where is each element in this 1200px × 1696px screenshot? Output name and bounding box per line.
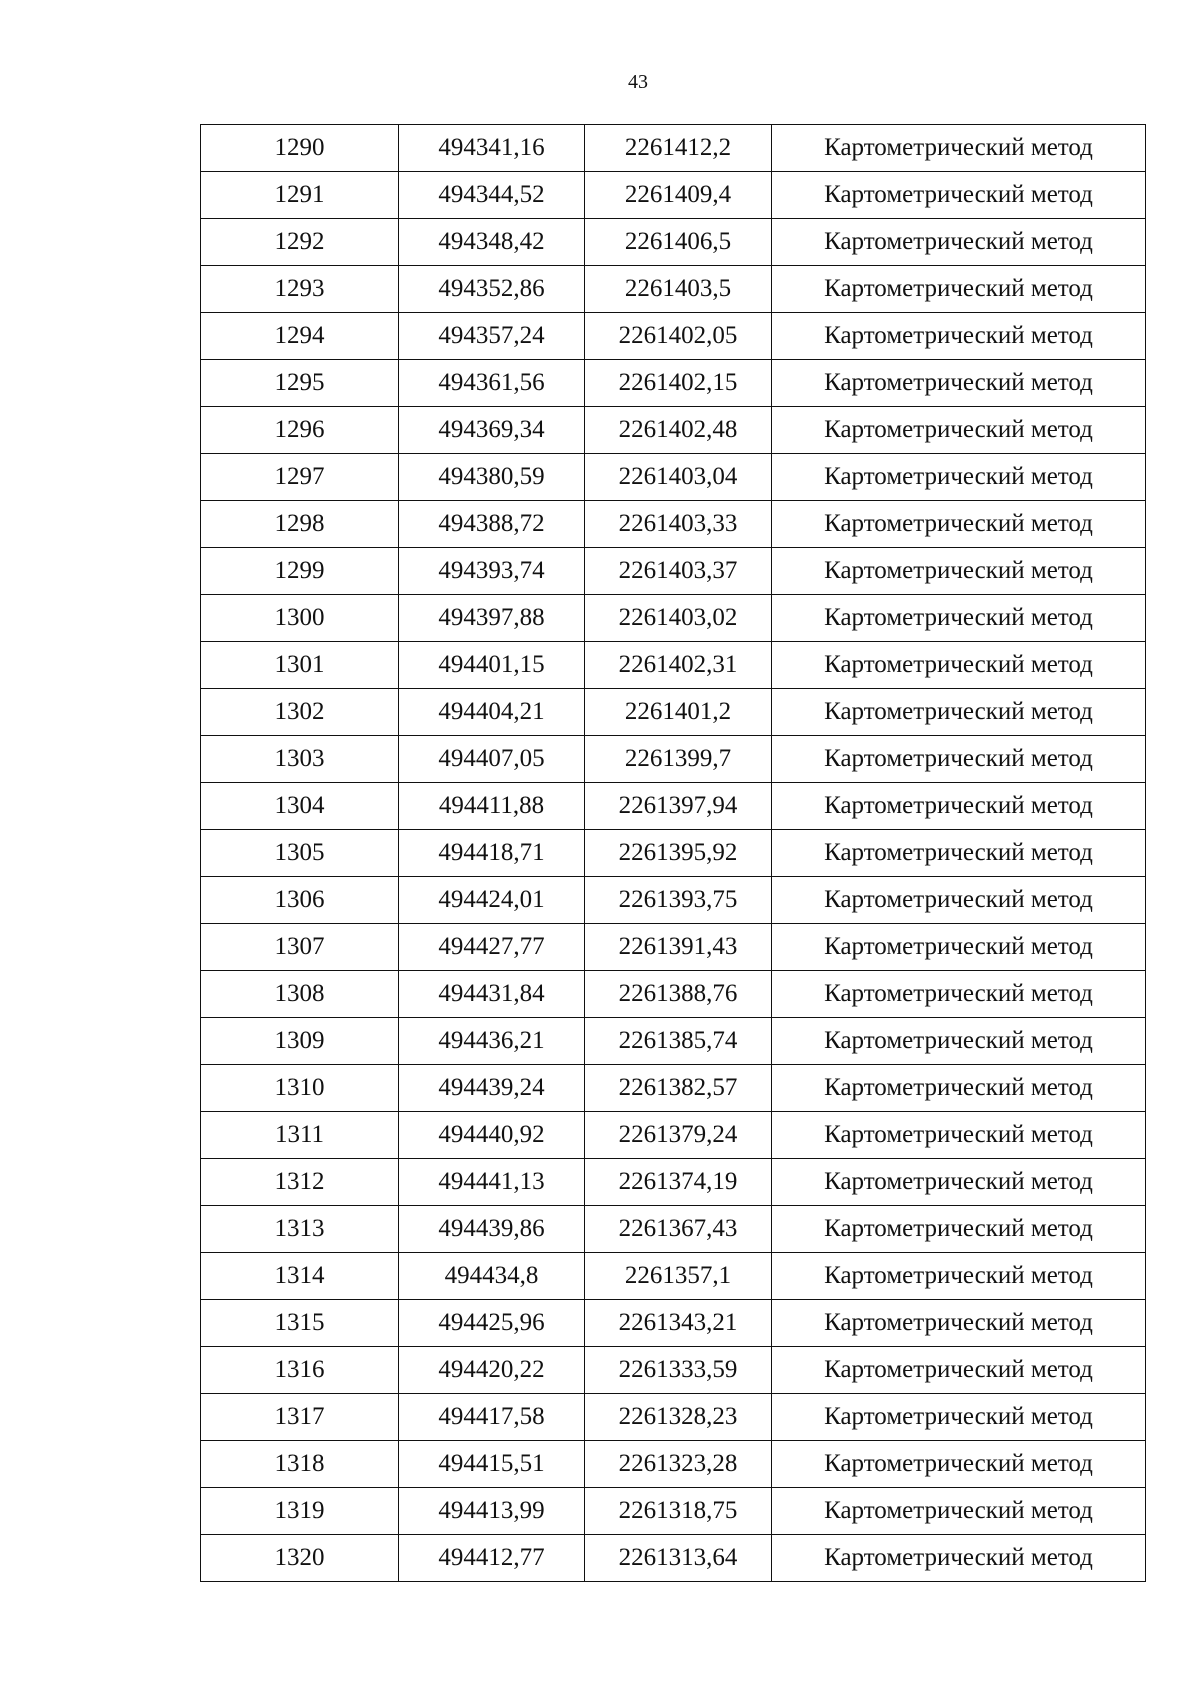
point-number-cell: 1307 bbox=[201, 924, 399, 971]
y-coordinate-cell: 2261409,4 bbox=[585, 172, 772, 219]
table-row bbox=[201, 501, 1146, 548]
y-coordinate-cell: 2261385,74 bbox=[585, 1018, 772, 1065]
method-cell: Картометрический метод bbox=[772, 971, 1146, 1018]
point-number-cell: 1298 bbox=[201, 501, 399, 548]
y-coordinate-cell: 2261401,2 bbox=[585, 689, 772, 736]
x-coordinate-cell: 494412,77 bbox=[399, 1535, 585, 1582]
table-row bbox=[201, 219, 1146, 266]
method-cell: Картометрический метод bbox=[772, 1347, 1146, 1394]
point-number-cell: 1299 bbox=[201, 548, 399, 595]
y-coordinate-cell: 2261313,64 bbox=[585, 1535, 772, 1582]
y-coordinate-cell: 2261403,37 bbox=[585, 548, 772, 595]
x-coordinate-cell: 494411,88 bbox=[399, 783, 585, 830]
method-cell: Картометрический метод bbox=[772, 595, 1146, 642]
coordinates-table-body bbox=[201, 125, 1146, 1582]
method-cell: Картометрический метод bbox=[772, 219, 1146, 266]
point-number-cell: 1300 bbox=[201, 595, 399, 642]
x-coordinate-cell: 494352,86 bbox=[399, 266, 585, 313]
x-coordinate-cell: 494413,99 bbox=[399, 1488, 585, 1535]
point-number-cell: 1308 bbox=[201, 971, 399, 1018]
x-coordinate-cell: 494425,96 bbox=[399, 1300, 585, 1347]
table-row bbox=[201, 971, 1146, 1018]
method-cell: Картометрический метод bbox=[772, 924, 1146, 971]
y-coordinate-cell: 2261403,04 bbox=[585, 454, 772, 501]
coordinates-table bbox=[200, 124, 1146, 1582]
y-coordinate-cell: 2261403,02 bbox=[585, 595, 772, 642]
y-coordinate-cell: 2261343,21 bbox=[585, 1300, 772, 1347]
table-row bbox=[201, 830, 1146, 877]
method-cell: Картометрический метод bbox=[772, 1535, 1146, 1582]
table-row bbox=[201, 172, 1146, 219]
method-cell: Картометрический метод bbox=[772, 501, 1146, 548]
x-coordinate-cell: 494418,71 bbox=[399, 830, 585, 877]
page-number: 43 bbox=[628, 71, 648, 93]
table-row bbox=[201, 1018, 1146, 1065]
method-cell: Картометрический метод bbox=[772, 1206, 1146, 1253]
point-number-cell: 1312 bbox=[201, 1159, 399, 1206]
x-coordinate-cell: 494369,34 bbox=[399, 407, 585, 454]
y-coordinate-cell: 2261402,31 bbox=[585, 642, 772, 689]
table-row bbox=[201, 1394, 1146, 1441]
table-row bbox=[201, 1488, 1146, 1535]
table-row bbox=[201, 642, 1146, 689]
y-coordinate-cell: 2261395,92 bbox=[585, 830, 772, 877]
y-coordinate-cell: 2261374,19 bbox=[585, 1159, 772, 1206]
x-coordinate-cell: 494436,21 bbox=[399, 1018, 585, 1065]
x-coordinate-cell: 494441,13 bbox=[399, 1159, 585, 1206]
y-coordinate-cell: 2261406,5 bbox=[585, 219, 772, 266]
point-number-cell: 1303 bbox=[201, 736, 399, 783]
table-row bbox=[201, 595, 1146, 642]
y-coordinate-cell: 2261333,59 bbox=[585, 1347, 772, 1394]
y-coordinate-cell: 2261402,05 bbox=[585, 313, 772, 360]
table-row bbox=[201, 125, 1146, 172]
y-coordinate-cell: 2261412,2 bbox=[585, 125, 772, 172]
point-number-cell: 1293 bbox=[201, 266, 399, 313]
table-row bbox=[201, 736, 1146, 783]
method-cell: Картометрический метод bbox=[772, 1394, 1146, 1441]
point-number-cell: 1297 bbox=[201, 454, 399, 501]
y-coordinate-cell: 2261397,94 bbox=[585, 783, 772, 830]
x-coordinate-cell: 494424,01 bbox=[399, 877, 585, 924]
x-coordinate-cell: 494380,59 bbox=[399, 454, 585, 501]
method-cell: Картометрический метод bbox=[772, 1253, 1146, 1300]
x-coordinate-cell: 494393,74 bbox=[399, 548, 585, 595]
point-number-cell: 1291 bbox=[201, 172, 399, 219]
method-cell: Картометрический метод bbox=[772, 689, 1146, 736]
point-number-cell: 1305 bbox=[201, 830, 399, 877]
table-row bbox=[201, 1065, 1146, 1112]
point-number-cell: 1316 bbox=[201, 1347, 399, 1394]
x-coordinate-cell: 494415,51 bbox=[399, 1441, 585, 1488]
method-cell: Картометрический метод bbox=[772, 360, 1146, 407]
x-coordinate-cell: 494434,8 bbox=[399, 1253, 585, 1300]
table-row bbox=[201, 1159, 1146, 1206]
method-cell: Картометрический метод bbox=[772, 877, 1146, 924]
point-number-cell: 1304 bbox=[201, 783, 399, 830]
table-row bbox=[201, 1206, 1146, 1253]
x-coordinate-cell: 494361,56 bbox=[399, 360, 585, 407]
table-row bbox=[201, 313, 1146, 360]
table-row bbox=[201, 783, 1146, 830]
y-coordinate-cell: 2261388,76 bbox=[585, 971, 772, 1018]
y-coordinate-cell: 2261393,75 bbox=[585, 877, 772, 924]
method-cell: Картометрический метод bbox=[772, 313, 1146, 360]
table-row bbox=[201, 360, 1146, 407]
method-cell: Картометрический метод bbox=[772, 1018, 1146, 1065]
method-cell: Картометрический метод bbox=[772, 548, 1146, 595]
table-row bbox=[201, 454, 1146, 501]
point-number-cell: 1294 bbox=[201, 313, 399, 360]
point-number-cell: 1296 bbox=[201, 407, 399, 454]
y-coordinate-cell: 2261367,43 bbox=[585, 1206, 772, 1253]
table-row bbox=[201, 1253, 1146, 1300]
method-cell: Картометрический метод bbox=[772, 783, 1146, 830]
table-row bbox=[201, 877, 1146, 924]
table-row bbox=[201, 1347, 1146, 1394]
x-coordinate-cell: 494439,86 bbox=[399, 1206, 585, 1253]
y-coordinate-cell: 2261402,15 bbox=[585, 360, 772, 407]
x-coordinate-cell: 494439,24 bbox=[399, 1065, 585, 1112]
method-cell: Картометрический метод bbox=[772, 1159, 1146, 1206]
point-number-cell: 1302 bbox=[201, 689, 399, 736]
x-coordinate-cell: 494417,58 bbox=[399, 1394, 585, 1441]
x-coordinate-cell: 494404,21 bbox=[399, 689, 585, 736]
method-cell: Картометрический метод bbox=[772, 454, 1146, 501]
point-number-cell: 1318 bbox=[201, 1441, 399, 1488]
table-row bbox=[201, 407, 1146, 454]
x-coordinate-cell: 494397,88 bbox=[399, 595, 585, 642]
y-coordinate-cell: 2261402,48 bbox=[585, 407, 772, 454]
x-coordinate-cell: 494427,77 bbox=[399, 924, 585, 971]
method-cell: Картометрический метод bbox=[772, 125, 1146, 172]
method-cell: Картометрический метод bbox=[772, 1300, 1146, 1347]
table-row bbox=[201, 1535, 1146, 1582]
method-cell: Картометрический метод bbox=[772, 1488, 1146, 1535]
x-coordinate-cell: 494420,22 bbox=[399, 1347, 585, 1394]
x-coordinate-cell: 494388,72 bbox=[399, 501, 585, 548]
point-number-cell: 1306 bbox=[201, 877, 399, 924]
point-number-cell: 1319 bbox=[201, 1488, 399, 1535]
table-row bbox=[201, 1300, 1146, 1347]
y-coordinate-cell: 2261391,43 bbox=[585, 924, 772, 971]
point-number-cell: 1313 bbox=[201, 1206, 399, 1253]
y-coordinate-cell: 2261323,28 bbox=[585, 1441, 772, 1488]
method-cell: Картометрический метод bbox=[772, 266, 1146, 313]
method-cell: Картометрический метод bbox=[772, 407, 1146, 454]
method-cell: Картометрический метод bbox=[772, 736, 1146, 783]
point-number-cell: 1315 bbox=[201, 1300, 399, 1347]
x-coordinate-cell: 494344,52 bbox=[399, 172, 585, 219]
method-cell: Картометрический метод bbox=[772, 1065, 1146, 1112]
point-number-cell: 1301 bbox=[201, 642, 399, 689]
x-coordinate-cell: 494341,16 bbox=[399, 125, 585, 172]
point-number-cell: 1320 bbox=[201, 1535, 399, 1582]
point-number-cell: 1311 bbox=[201, 1112, 399, 1159]
table-row bbox=[201, 689, 1146, 736]
y-coordinate-cell: 2261328,23 bbox=[585, 1394, 772, 1441]
x-coordinate-cell: 494348,42 bbox=[399, 219, 585, 266]
method-cell: Картометрический метод bbox=[772, 1441, 1146, 1488]
y-coordinate-cell: 2261357,1 bbox=[585, 1253, 772, 1300]
x-coordinate-cell: 494357,24 bbox=[399, 313, 585, 360]
table-row bbox=[201, 924, 1146, 971]
x-coordinate-cell: 494431,84 bbox=[399, 971, 585, 1018]
y-coordinate-cell: 2261403,33 bbox=[585, 501, 772, 548]
method-cell: Картометрический метод bbox=[772, 1112, 1146, 1159]
point-number-cell: 1314 bbox=[201, 1253, 399, 1300]
x-coordinate-cell: 494401,15 bbox=[399, 642, 585, 689]
point-number-cell: 1295 bbox=[201, 360, 399, 407]
table-row bbox=[201, 1441, 1146, 1488]
table-row bbox=[201, 266, 1146, 313]
point-number-cell: 1317 bbox=[201, 1394, 399, 1441]
point-number-cell: 1290 bbox=[201, 125, 399, 172]
method-cell: Картометрический метод bbox=[772, 172, 1146, 219]
y-coordinate-cell: 2261318,75 bbox=[585, 1488, 772, 1535]
point-number-cell: 1310 bbox=[201, 1065, 399, 1112]
y-coordinate-cell: 2261379,24 bbox=[585, 1112, 772, 1159]
x-coordinate-cell: 494440,92 bbox=[399, 1112, 585, 1159]
x-coordinate-cell: 494407,05 bbox=[399, 736, 585, 783]
point-number-cell: 1309 bbox=[201, 1018, 399, 1065]
method-cell: Картометрический метод bbox=[772, 830, 1146, 877]
y-coordinate-cell: 2261399,7 bbox=[585, 736, 772, 783]
table-row bbox=[201, 1112, 1146, 1159]
point-number-cell: 1292 bbox=[201, 219, 399, 266]
y-coordinate-cell: 2261403,5 bbox=[585, 266, 772, 313]
table-row bbox=[201, 548, 1146, 595]
method-cell: Картометрический метод bbox=[772, 642, 1146, 689]
y-coordinate-cell: 2261382,57 bbox=[585, 1065, 772, 1112]
